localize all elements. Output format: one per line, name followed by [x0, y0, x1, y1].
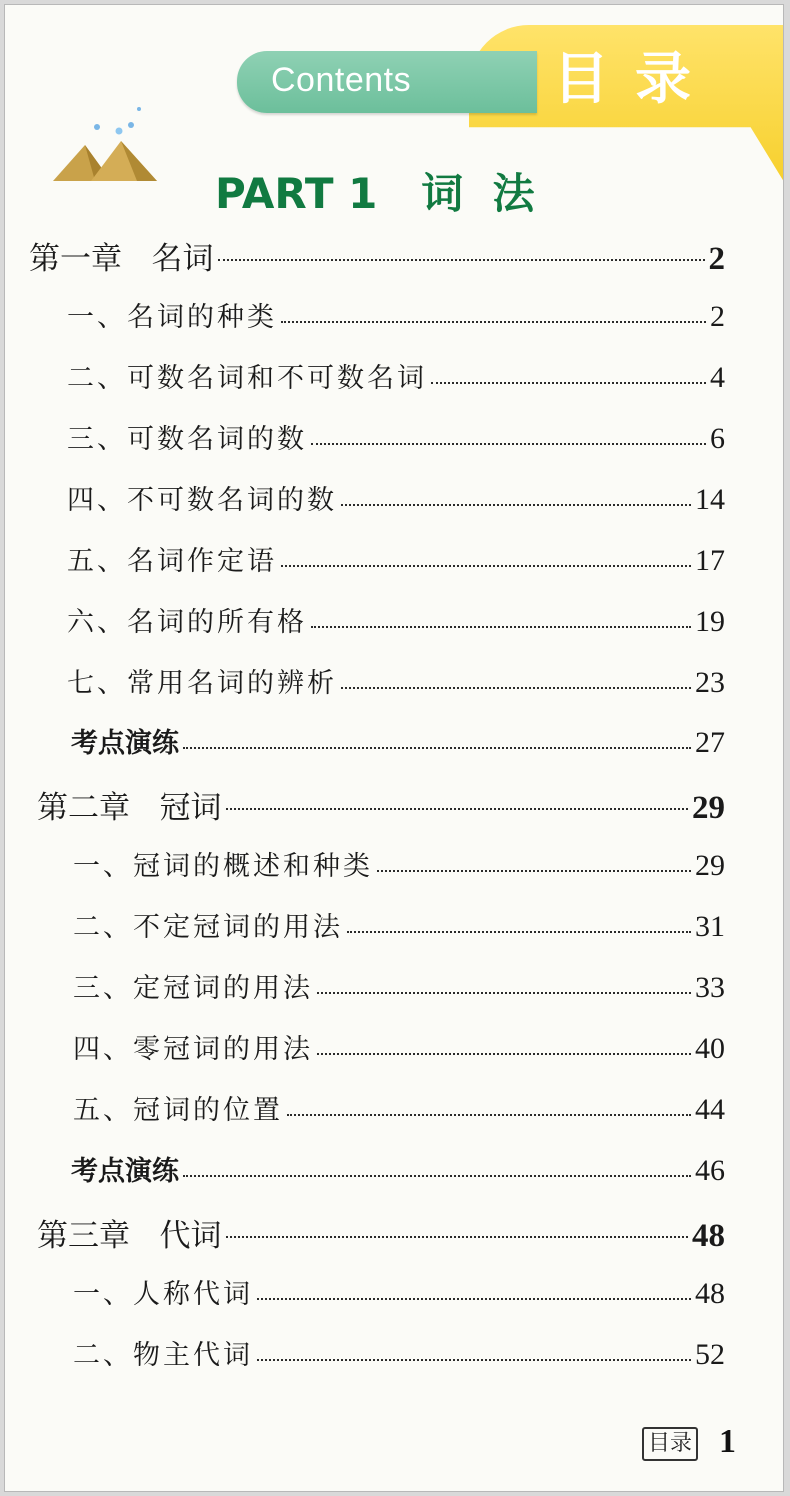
toc-entry-page: 27 [695, 726, 725, 759]
toc-leader-dots [431, 381, 706, 384]
toc-entry-title: 五、冠词的位置 [73, 1095, 283, 1126]
toc-section-row[interactable] [67, 600, 725, 640]
book-page [4, 4, 784, 1492]
toc-entry-page: 4 [710, 361, 725, 394]
toc-leader-dots [226, 1235, 688, 1238]
toc-section-row[interactable] [73, 1333, 725, 1373]
toc-entry-title: 二、物主代词 [73, 1340, 253, 1371]
toc-chapter-row[interactable] [29, 233, 725, 277]
toc-leader-dots [311, 442, 706, 445]
toc-section-row[interactable] [73, 905, 725, 945]
toc-section-row[interactable] [73, 844, 725, 884]
toc-entry-title: 四、不可数名词的数 [67, 485, 337, 516]
toc-entry-title: 一、名词的种类 [67, 302, 277, 333]
toc-chapter-row[interactable] [37, 782, 725, 826]
toc-entry-title: 考点演练 [71, 728, 179, 759]
toc-leader-dots [257, 1297, 691, 1300]
toc-leader-dots [317, 1052, 691, 1055]
toc-leader-dots [281, 564, 691, 567]
toc-section-row[interactable] [73, 1088, 725, 1128]
toc-leader-dots [317, 991, 691, 994]
toc-entry-title: 第二章 冠词 [37, 790, 222, 826]
toc-entry-page: 46 [695, 1154, 725, 1187]
footer-contents-label: 目录 [642, 1427, 698, 1461]
toc-section-row[interactable] [73, 1027, 725, 1067]
toc-entry-title: 四、零冠词的用法 [73, 1034, 313, 1065]
toc-entry-title: 一、人称代词 [73, 1279, 253, 1310]
toc-entry-page: 48 [692, 1218, 725, 1254]
toc-entry-page: 6 [710, 422, 725, 455]
toc-section-row[interactable] [67, 661, 725, 701]
part-title: PART 1 词 法 [215, 169, 535, 218]
toc-leader-dots [287, 1113, 691, 1116]
toc-leader-dots [226, 807, 688, 810]
toc-entry-title: 考点演练 [71, 1156, 179, 1187]
toc-entry-page: 19 [695, 605, 725, 638]
toc-section-row[interactable] [73, 1272, 725, 1312]
toc-entry-page: 17 [695, 544, 725, 577]
toc-entry-title: 一、冠词的概述和种类 [73, 851, 373, 882]
toc-entry-page: 23 [695, 666, 725, 699]
toc-practice-row[interactable] [71, 1149, 725, 1189]
toc-chapter-row[interactable] [37, 1210, 725, 1254]
toc-leader-dots [183, 746, 691, 749]
toc-entry-title: 二、不定冠词的用法 [73, 912, 343, 943]
toc-entry-page: 2 [710, 300, 725, 333]
toc-entry-title: 七、常用名词的辨析 [67, 668, 337, 699]
toc-leader-dots [311, 625, 691, 628]
toc-entry-page: 2 [708, 241, 725, 277]
toc-section-row[interactable] [67, 478, 725, 518]
toc-leader-dots [281, 320, 706, 323]
toc-leader-dots [341, 503, 691, 506]
toc-entry-page: 31 [695, 910, 725, 943]
toc-practice-row[interactable] [71, 721, 725, 761]
toc-entry-page: 48 [695, 1277, 725, 1310]
toc-entry-page: 52 [695, 1338, 725, 1371]
contents-tab-label: Contents [271, 61, 412, 99]
toc-leader-dots [257, 1358, 691, 1361]
toc-entry-title: 第三章 代词 [37, 1218, 222, 1254]
toc-section-row[interactable] [67, 356, 725, 396]
toc-entry-title: 二、可数名词和不可数名词 [67, 363, 427, 394]
toc-leader-dots [183, 1174, 691, 1177]
toc-entry-title: 五、名词作定语 [67, 546, 277, 577]
toc-leader-dots [347, 930, 691, 933]
toc-leader-dots [341, 686, 691, 689]
mulu-tab-label: 目录 [553, 47, 717, 112]
toc-section-row[interactable] [67, 295, 725, 335]
toc-entry-title: 六、名词的所有格 [67, 607, 307, 638]
toc-entry-page: 29 [692, 790, 725, 826]
toc-section-row[interactable] [73, 966, 725, 1006]
toc-entry-page: 44 [695, 1093, 725, 1126]
toc-section-row[interactable] [67, 417, 725, 457]
toc-entry-page: 33 [695, 971, 725, 1004]
toc-entry-title: 三、可数名词的数 [67, 424, 307, 455]
toc-entry-page: 29 [695, 849, 725, 882]
toc-section-row[interactable] [67, 539, 725, 579]
toc-entry-page: 40 [695, 1032, 725, 1065]
toc-entry-title: 三、定冠词的用法 [73, 973, 313, 1004]
footer-page-number: 1 [719, 1423, 736, 1460]
toc-entry-page: 14 [695, 483, 725, 516]
toc-entry-title: 第一章 名词 [29, 241, 214, 277]
toc-leader-dots [218, 258, 705, 261]
table-of-contents [5, 5, 783, 1491]
toc-leader-dots [377, 869, 691, 872]
